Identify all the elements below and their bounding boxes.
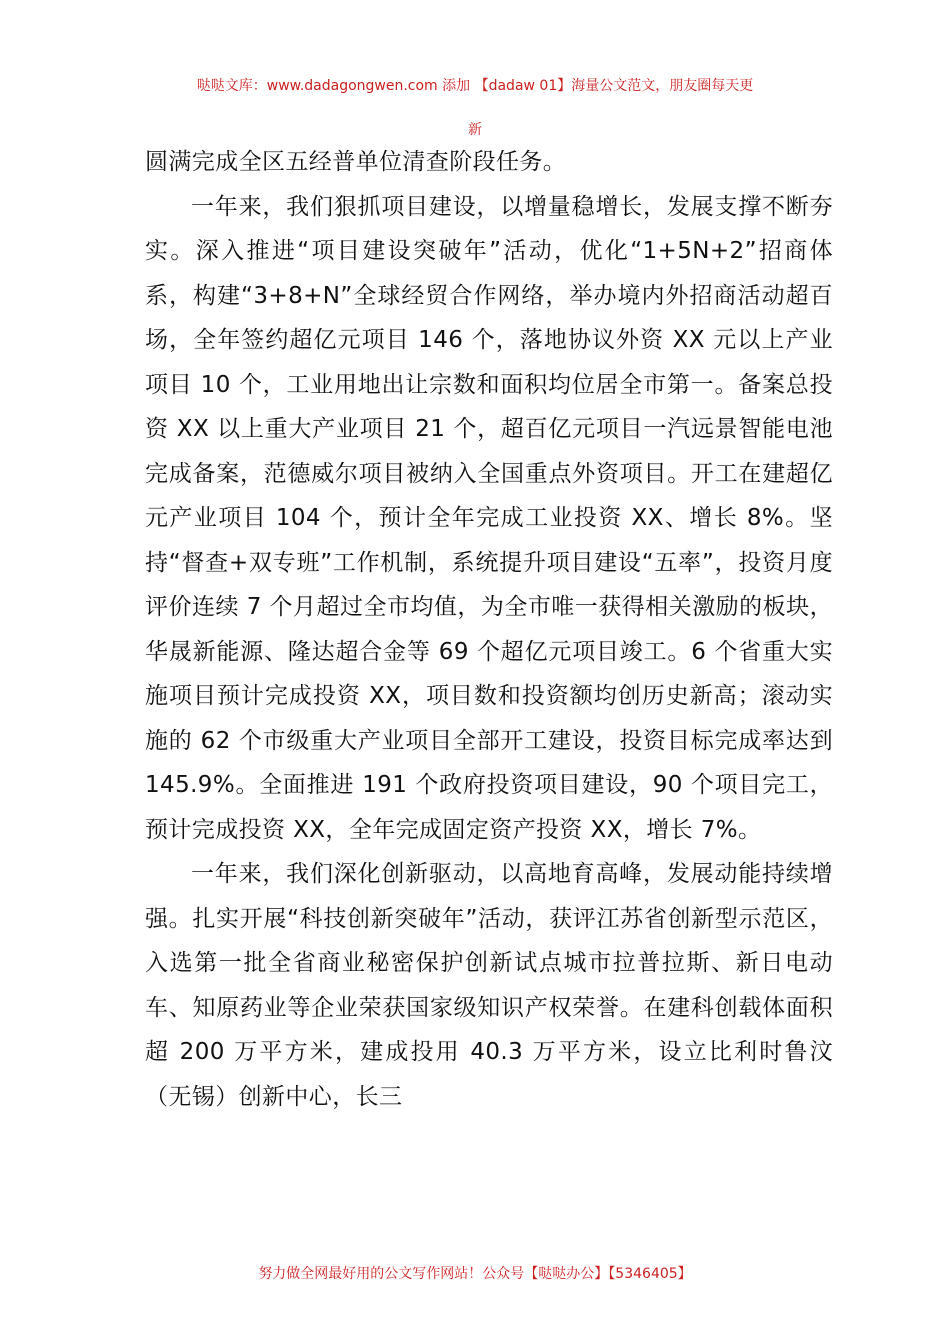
document-body	[145, 140, 833, 1119]
header-watermark-line-1: 哒哒文库：www.dadagongwen.com 添加 【dadaw 01】海量公文范文，朋友圈每天更	[196, 78, 754, 94]
paragraph-project-construction: 一年来，我们狠抓项目建设，以增量稳增长，发展支撑不断夯实。深入推进“项目建设突破年”活动，优化“1+5N+2”招商体系，构建“3+8+N”全球经贸合作网络，举办境内外招商活动超百场，全年签约超亿元项目 146 个，落地协议外资 XX 元以上产业项目 10 个，工业用地出让宗数和面积均位居全市第一。备案总投资 XX 以上重大产业项目 21 个，超百亿元项目一汽远景智能电池完成备案，范德威尔项目被纳入全国重点外资项目。开工在建超亿元产业项目 104 个，预计全年完成工业投资 XX、增长 8%。坚持“督查+双专班”工作机制，系统提升项目建设“五率”，投资月度评价连续 7 个月超过全市均值，为全市唯一获得相关激励的板块，华晟新能源、隆达超合金等 69 个超亿元项目竣工。6 个省重大实施项目预计完成投资 XX，项目数和投资额均创历史新高；滚动实施的 62 个市级重大产业项目全部开工建设，投资目标完成率达到 145.9%。全面推进 191 个政府投资项目建设，90 个项目完工，预计完成投资 XX，全年完成固定资产投资 XX，增长 7%。	[145, 193, 833, 843]
footer-promo: 努力做全网最好用的公文写作网站！公众号【哒哒办公】【5346405】	[258, 1266, 692, 1282]
paragraph-continuation: 圆满完成全区五经普单位清查阶段任务。	[145, 149, 567, 175]
paragraph-innovation: 一年来，我们深化创新驱动，以高地育高峰，发展动能持续增强。扎实开展“科技创新突破年”活动，获评江苏省创新型示范区，入选第一批全省商业秘密保护创新试点城市拉普拉斯、新日电动车、知原药业等企业荣获国家级知识产权荣誉。在建科创载体面积超 200 万平方米，建成投用 40.3 万平方米，设立比利时鲁汶（无锡）创新中心，长三	[145, 861, 833, 1110]
header-watermark-line-2: 新	[468, 122, 482, 138]
